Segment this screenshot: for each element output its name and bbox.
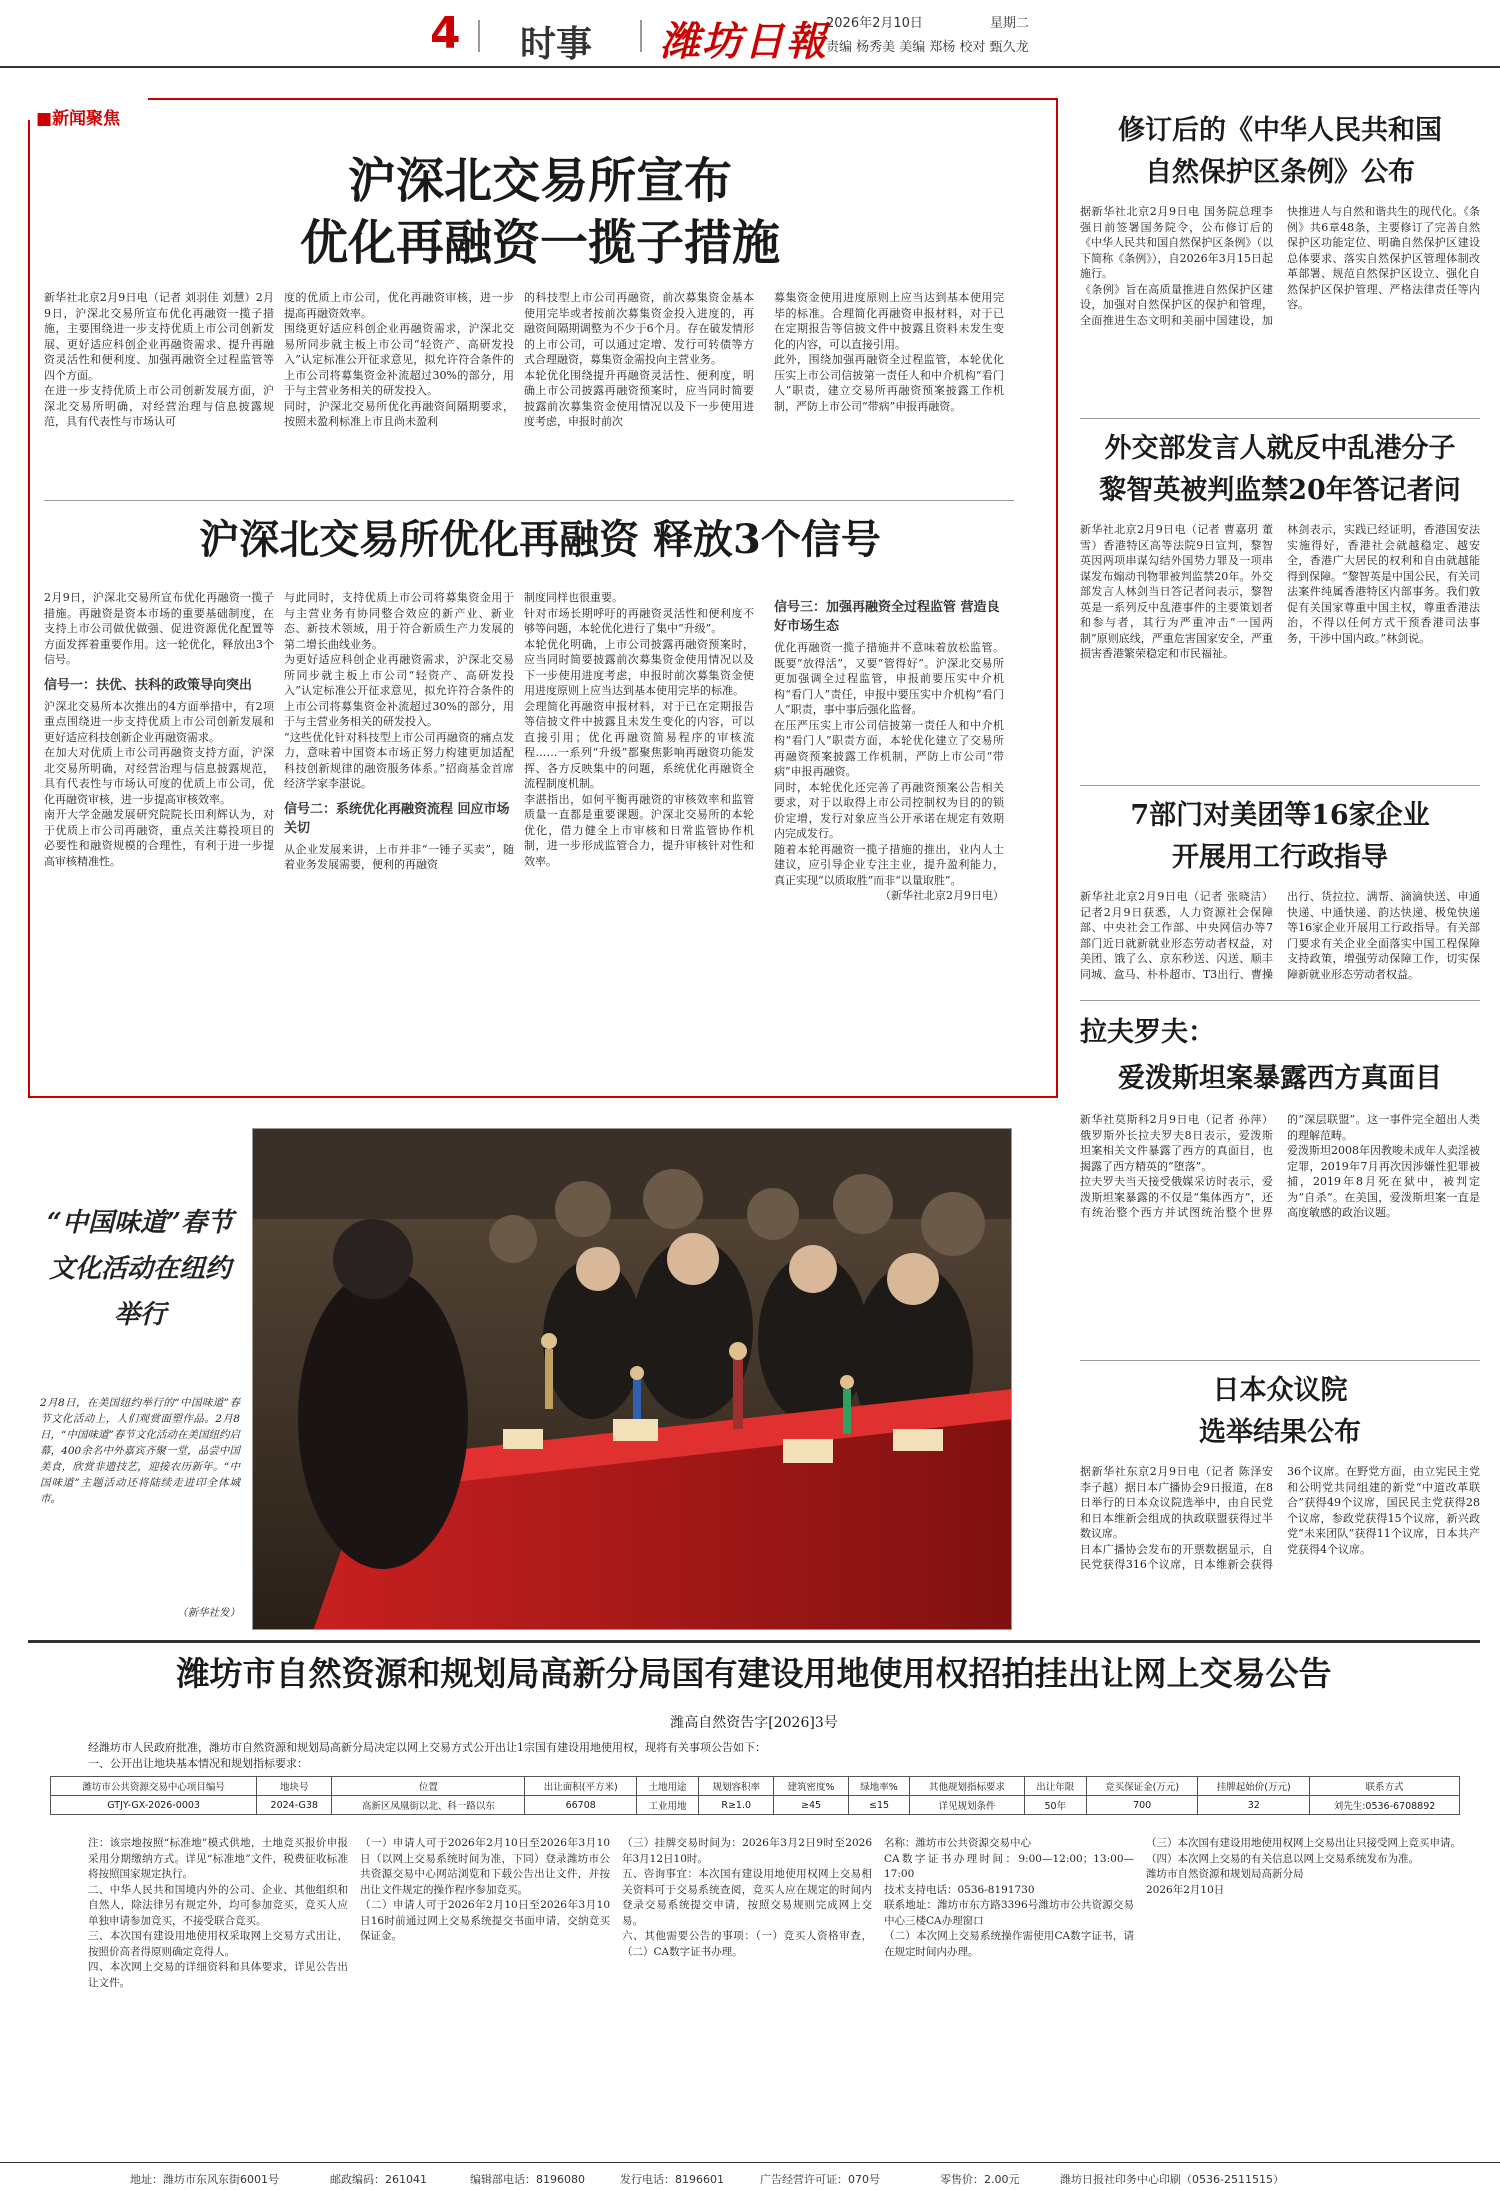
notice-title: 潍坊市自然资源和规划局高新分局国有建设用地使用权招拍挂出让网上交易公告 bbox=[176, 1654, 1332, 1693]
photo-illustration bbox=[253, 1129, 1012, 1630]
right3-title-line2: 开展用工行政指导 bbox=[1172, 842, 1388, 873]
article2-headline: 沪深北交易所优化再融资 释放3个信号 bbox=[199, 516, 881, 563]
article-divider bbox=[44, 500, 1014, 501]
right-story-3 bbox=[1080, 795, 1480, 1009]
table-cell: ≥45 bbox=[774, 1796, 849, 1815]
article1-col4: 募集资金使用进度原则上应当达到基本使用完毕的标准。合理简化再融资申报材料，对于已在定期报告等信披文件中披露且资料未发生变化的内容，可以直接引用。 此外，围绕加强再融资全过程监管，本轮优化压实上市公司信披第一责任人和中介机构“看门人”职责，建立交易所再融资预案披露工作机制，严防上市公司“带病”申报再融资。 bbox=[774, 291, 1004, 413]
table-cell: 高新区凤凰街以北、科一路以东 bbox=[332, 1796, 525, 1815]
right2-body: 新华社北京2月9日电（记者 曹嘉玥 董雪）香港特区高等法院9日宣判，黎智英因两项串谋勾结外国势力罪及一项串谋发布煽动刊物罪被判监禁20年。外交部发言人林剑当日答记者问表示，黎智英是一系列反中乱港事件的主要策划者和参与者，其行为严重冲击“一国两制”原则底线，严重危害国家安全，严重损害香港繁荣稳定和市民福祉。 林剑表示，实践已经证明，香港国安法实施得好，香港社会就越稳定、越安全，香港广大居民的权利和自由就越能得到保障。“黎智英是中国公民，有关司法案件纯属香港特区内部事务。我们敦促有关国家尊重中国主权，尊重香港法治，不得以任何方式干预香港司法事务，干涉中国内政。”林剑说。 bbox=[1080, 523, 1480, 660]
article1-col3: 的科技型上市公司再融资，前次募集资金基本使用完毕或者按前次募集资金投入进度的，再融资间隔期调整为不少于6个月。存在破发情形的上市公司，可以通过定增、发行可转债等方式合理融资，募集资金需投向主营业务。 本轮优化围绕提升再融资灵活性、便利度，明确上市公司披露再融资预案时，应当同时简要披露前次募集资金使用情况以及下一步使用进度考虑，申报时前次 bbox=[524, 291, 754, 428]
right2-headline bbox=[1080, 428, 1480, 512]
news-focus-kicker: ■新闻聚焦 bbox=[36, 109, 121, 129]
right5-title-line1: 日本众议院 bbox=[1212, 1375, 1348, 1406]
table-cell: 32 bbox=[1198, 1796, 1310, 1815]
table-header-cell: 竞买保证金(万元) bbox=[1086, 1777, 1198, 1796]
article2-col1-text: 2月9日，沪深北交易所宣布优化再融资一揽子措施。再融资是资本市场的重要基础制度，在支持上市公司做优做强、促进资源优化配置等方面发挥着重要作用。这一轮优化，释放出3个信号。 bbox=[44, 591, 274, 666]
table-cell: 50年 bbox=[1024, 1796, 1086, 1815]
masthead-divider bbox=[640, 20, 642, 52]
article1-title-line2: 优化再融资一揽子措施 bbox=[299, 215, 780, 271]
right4-title-line1: 拉夫罗夫： bbox=[1080, 1017, 1215, 1048]
footer-phone2: 发行电话：8196601 bbox=[620, 2173, 724, 2186]
masthead-divider bbox=[478, 20, 480, 52]
table-header-cell: 其他规划指标要求 bbox=[910, 1777, 1025, 1796]
photo-caption-body: 2月8日，在美国纽约举行的“中国味道”春节文化活动上，人们观赏面塑作品。2月8日，“中国味道”春节文化活动在美国纽约启幕，400余名中外嘉宾齐聚一堂，品尝中国美食，欣赏非遗技艺，迎接农历新年。“中国味道”主题活动还将陆续走进印全体城市。 bbox=[40, 1397, 240, 1505]
table-cell: 详见规划条件 bbox=[910, 1796, 1025, 1815]
article2-col2 bbox=[284, 590, 514, 1090]
table-cell: 700 bbox=[1086, 1796, 1198, 1815]
issue-weekday: 星期二 bbox=[990, 16, 1030, 31]
right3-headline bbox=[1080, 795, 1480, 879]
notice-table-header bbox=[51, 1777, 1460, 1796]
article2-subhead2: 信号二：系统优化再融资流程 回应市场关切 bbox=[284, 801, 510, 836]
table-cell: 66708 bbox=[525, 1796, 637, 1815]
table-header-cell: 潍坊市公共资源交易中心项目编号 bbox=[51, 1777, 257, 1796]
right-story-5 bbox=[1080, 1370, 1480, 1644]
article1-headline bbox=[60, 150, 1020, 274]
table-cell: GTJY-GX-2026-0003 bbox=[51, 1796, 257, 1815]
footer-address: 地址：潍坊市东风东街6001号 bbox=[130, 2173, 279, 2186]
article2-col4 bbox=[774, 590, 1004, 1090]
table-cell: 2024-G38 bbox=[257, 1796, 332, 1815]
right-story-1 bbox=[1080, 110, 1480, 332]
section-name: 时事 bbox=[520, 24, 593, 65]
right3-body: 新华社北京2月9日电（记者 张晓洁）记者2月9日获悉，人力资源社会保障部、中央社会工作部、中央网信办等7部门近日就新就业形态劳动者权益，对美团、饿了么、京东秒送、闪送、顺丰同城、盒马、朴朴超市、T3出行、曹操出行、货拉拉、满帮、滴滴快送、申通快递、中通快递、韵达快递、极兔快递等16家企业开展用工行政指导。有关部门要求有关企业全面落实中国工程保障支持政策，增强劳动保障工作，切实保障新就业形态劳动者权益。 bbox=[1080, 890, 1480, 981]
table-header-cell: 出让年限 bbox=[1024, 1777, 1086, 1796]
table-header-cell: 位置 bbox=[332, 1777, 525, 1796]
notice-col2: （一）申请人可于2026年2月10日至2026年3月10日（以网上交易系统时间为准，下同）登录潍坊市公共资源交易中心网站浏览和下载公告出让文件，并按出让文件规定的操作程序参加竞买。 （二）申请人可于2026年2月10日至2026年3月10日16时前通过网上交易系统提交书面申请，交纳竞买保证金。 bbox=[360, 1837, 610, 1942]
masthead bbox=[0, 0, 1500, 68]
article2-col3: 制度同样也很重要。 针对市场长期呼吁的再融资灵活性和便利度不够等问题，本轮优化进行了集中“升级”。 本轮优化明确，上市公司披露再融资预案时，应当同时简要披露前次募集资金使用情况以及下一步使用进度考虑，申报时前次募集资金使用进度原则上应当达到基本使用完毕的标准。 会理简化再融资申报材料，对于已在定期报告等信披文件中披露且未发生变化的内容，可以直接引用；优化再融资简易程序的审核流程……一系列“升级”都聚焦影响再融资功能发挥、各方反映集中的问题，系统优化再融资全流程制度机制。 李湛指出，如何平衡再融资的审核效率和监管质量一直都是重要课题。沪深北交易所的本轮优化，借力健全上市审核和日常监管协作机制，进一步形成监管合力，提升审核针对性和效率。 bbox=[524, 591, 754, 868]
table-header-cell: 土地用途 bbox=[637, 1777, 699, 1796]
footer-zip: 邮政编码：261041 bbox=[330, 2173, 427, 2186]
article2-col2-text: 与此同时，支持优质上市公司将募集资金用于与主营业务有协同整合效应的新产业、新业态、新技术领域，用于符合新质生产力发展的第二增长曲线业务。 为更好适应科创企业再融资需求，沪深北交易所同步就主板上市公司“轻资产、高研发投入”认定标准公开征求意见，拟允许符合条件的上市公司将募集资金补流超过30%的部分，用于与主营业务相关的研发投入。 “这些优化针对科技型上市公司再融资的痛点发力，意味着中国资本市场正努力构建更加适配科技创新规律的融资服务体系。”招商基金首席经济学家李湛说。 bbox=[284, 591, 514, 790]
notice-col3: （三）挂牌交易时间为：2026年3月2日9时至2026年3月12日10时。 五、咨询事宜：本次国有建设用地使用权网上交易相关资料可于交易系统查阅，竞买人应在规定的时间内登录交易系统提交申请，按照交易规则完成网上交易。 六、其他需要公告的事项：（一）竞买人资格审查，（二）CA数字证书办理。 bbox=[622, 1837, 872, 1958]
right-story-2 bbox=[1080, 428, 1480, 792]
right3-title-line1: 7部门对美团等16家企业 bbox=[1130, 800, 1430, 831]
notice-table bbox=[50, 1776, 1460, 1815]
right2-title-line1: 外交部发言人就反中乱港分子 bbox=[1104, 433, 1456, 464]
footer-print: 潍坊日报社印务中心印刷（0536-2511515） bbox=[1060, 2173, 1284, 2186]
photo-credit: （新华社发） bbox=[177, 1607, 240, 1619]
footer-ad: 广告经营许可证：070号 bbox=[760, 2173, 880, 2186]
article2-col2b-text: 从企业发展来讲，上市并非“一锤子买卖”，随着业务发展需要，便利的再融资 bbox=[284, 842, 514, 871]
page-footer bbox=[0, 2162, 1500, 2190]
notice-section1: 一、公开出让地块基本情况和规划指标要求： bbox=[88, 1757, 308, 1770]
right1-body: 据新华社北京2月9日电 国务院总理李强日前签署国务院令，公布修订后的《中华人民共和国自然保护区条例》（以下简称《条例》），自2026年3月15日起施行。 《条例》旨在高质量推进自然保护区建设，加强对自然保护区的保护和管理，全面推进生态文明和美丽中国建设，加快推进人与自然和谐共生的现代化。《条例》共6章48条，主要修订了完善自然保护区功能定位、明确自然保护区建设总体要求、落实自然保护区管理体制改革部署、规范自然保护区设立、强化自然保护区保护管理、严格法律责任等内容。 bbox=[1080, 205, 1480, 327]
article2-subhead1: 信号一：扶优、扶科的政策导向突出 bbox=[44, 677, 253, 693]
article1-col1: 新华社北京2月9日电（记者 刘羽佳 刘慧）2月9日，沪深北交易所宣布优化再融资一揽子措施，主要围绕进一步支持优质上市公司创新发展、更好适应科创企业再融资需求、提升再融资灵活性和便利度、加强再融资全过程监管等四个方面。 在进一步支持优质上市公司创新发展方面，沪深北交易所明确，对经营治理与信息披露规范，具有代表性与市场认可 bbox=[44, 291, 274, 428]
right-story-4 bbox=[1080, 1010, 1480, 1330]
table-header-cell: 挂牌起始价(万元) bbox=[1198, 1777, 1310, 1796]
paper-logo: 潍坊日報 bbox=[660, 18, 828, 65]
table-cell: ≤15 bbox=[848, 1796, 909, 1815]
article2-subhead3: 信号三：加强再融资全过程监管 营造良好市场生态 bbox=[774, 600, 1000, 634]
notice-intro: 经潍坊市人民政府批准，潍坊市自然资源和规划局高新分局决定以网上交易方式公开出让1宗国有建设用地使用权，现将有关事项公告如下： bbox=[88, 1741, 766, 1754]
right2-title-line2: 黎智英被判监禁20年答记者问 bbox=[1099, 475, 1461, 506]
table-header-cell: 规划容积率 bbox=[699, 1777, 774, 1796]
news-photo bbox=[252, 1128, 1012, 1630]
article2-col1b-text: 沪深北交易所本次推出的4方面举措中，有2项重点围绕进一步支持优质上市公司创新发展和更好适应科技创新企业再融资需求。 在加大对优质上市公司再融资支持方面，沪深北交易所明确，对经营治理与信息披露规范，具有代表性与市场认可度的优质上市公司，优化再融资审核，进一步提高审核效率。 南开大学金融发展研究院院长田利辉认为，对于优质上市公司再融资，重点关注募投项目的必要性和融资规模的合理性，有利于进一步提高审核精准性。 bbox=[44, 699, 274, 868]
notice-col5: （三）本次国有建设用地使用权网上交易出让只接受网上竞买申请。 （四）本次网上交易的有关信息以网上交易系统发布为准。 潍坊市自然资源和规划局高新分局 2026年2月10日 bbox=[1146, 1837, 1461, 1896]
footer-phone1: 编辑部电话：8196080 bbox=[470, 2173, 585, 2186]
table-header-cell: 地块号 bbox=[257, 1777, 332, 1796]
issue-date: 2026年2月10日 bbox=[826, 16, 923, 31]
table-cell: 刘先生:0536-6708892 bbox=[1310, 1796, 1460, 1815]
right4-headline bbox=[1080, 1010, 1480, 1102]
right-divider bbox=[1080, 418, 1480, 419]
notice-col1: 注：该宗地按照“标准地”模式供地，土地竞买报价申报采用分期缴纳方式。详见“标准地”文件，税费征收标准将按照国家规定执行。 二、中华人民共和国境内外的公司、企业、其他组织和自然人，除法律另有规定外，均可参加竞买，竞买人应单独申请参加竞买，不接受联合竞买。 三、本次国有建设用地使用权采取网上交易方式出让，按照价高者得原则确定竞得人。 四、本次网上交易的详细资料和具体要求，详见公告出让文件。 bbox=[88, 1837, 348, 1989]
table-header-cell: 建筑密度% bbox=[774, 1777, 849, 1796]
article1-title-line1: 沪深北交易所宣布 bbox=[347, 153, 732, 209]
table-cell: 工业用地 bbox=[637, 1796, 699, 1815]
right4-body: 新华社莫斯科2月9日电（记者 孙萍）俄罗斯外长拉夫罗夫8日表示，爱泼斯坦案相关文件暴露了西方的真面目，也揭露了西方精英的“堕落”。 拉夫罗夫当天接受俄媒采访时表示，爱泼斯坦案暴露的不仅是“集体西方”，还有统治整个西方并试图统治整个世界的“深层联盟”。这一事件完全超出人类的理解范畴。 爱泼斯坦2008年因教唆未成年人卖淫被定罪，2019年7月再次因涉嫌性犯罪被捕，2019年8月死在狱中，被判定为“自杀”。在美国，爱泼斯坦案一直是高度敏感的政治议题。 bbox=[1080, 1113, 1480, 1219]
right5-headline bbox=[1080, 1370, 1480, 1454]
article2-col1 bbox=[44, 590, 274, 1090]
page-number: 4 bbox=[430, 8, 461, 59]
notice-col4: 名称：潍坊市公共资源交易中心 CA数字证书办理时间：9:00—12:00；13:00—17:00 技术支持电话：0536-8191730 联系地址：潍坊市东方路3396号潍坊市公共资源交易中心三楼CA办理窗口 （二）本次网上交易系统操作需使用CA数字证书，请在规定时间内办理。 bbox=[884, 1837, 1134, 1958]
editors-line: 责编 杨秀美 美编 郑杨 校对 甄久龙 bbox=[826, 40, 1029, 55]
article1-col2: 度的优质上市公司，优化再融资审核，进一步提高再融资效率。 围绕更好适应科创企业再融资需求，沪深北交易所同步就主板上市公司“轻资产、高研发投入”认定标准公开征求意见，拟允许符合条件的上市公司将募集资金补流超过30%的部分，用于与主营业务相关的研发投入。 同时，沪深北交易所优化再融资间隔期要求，按照未盈利标准上市且尚未盈利 bbox=[284, 291, 514, 428]
right-divider bbox=[1080, 1360, 1480, 1361]
table-cell: R≥1.0 bbox=[699, 1796, 774, 1815]
table-header-cell: 绿地率% bbox=[848, 1777, 909, 1796]
notice-table-row bbox=[51, 1796, 1460, 1815]
footer-price: 零售价：2.00元 bbox=[940, 2173, 1020, 2186]
right1-headline bbox=[1080, 110, 1480, 194]
table-header-cell: 联系方式 bbox=[1310, 1777, 1460, 1796]
right1-title-line1: 修订后的《中华人民共和国 bbox=[1118, 115, 1442, 146]
notice-docno: 潍高自然资告字[2026]3号 bbox=[670, 1715, 838, 1731]
right5-body: 据新华社东京2月9日电（记者 陈泽安 李子越）据日本广播协会9日报道，在8日举行的日本众议院选举中，由自民党和日本维新会组成的执政联盟获得过半数议席。 日本广播协会发布的开票数据显示，自民党获得316个议席，日本维新会获得36个议席。在野党方面，由立宪民主党和公明党共同组建的新党“中道改革联合”获得49个议席，国民民主党获得28个议席，参政党获得15个议席，新兴政党“未来团队”获得11个议席，日本共产党获得4个议席。 bbox=[1080, 1465, 1480, 1571]
article2-dateline: （新华社北京2月9日电） bbox=[880, 889, 1004, 902]
photo-caption-title: “中国味道”春节文化活动在纽约举行 bbox=[47, 1208, 233, 1330]
article2-col4-text: 优化再融资一揽子措施并不意味着放松监管。既要“放得活”，又要“管得好”。沪深北交易所更加强调全过程监管，申报前要压实中介机构“看门人”责任，申报中要压实中介机构“看门人”职责，事中事后强化监督。 在压严压实上市公司信披第一责任人和中介机构“看门人”职责方面，本轮优化建立了交易所再融资预案披露工作机制，严防上市公司“带病”申报再融资。 同时，本轮优化还完善了再融资预案公告相关要求，对于以取得上市公司控制权为目的的锁价定增，发行对象应当公开承诺在规定有效期内完成发行。 随着本轮再融资一揽子措施的推出，业内人士建议，应引导企业专注主业，提升盈利能力，真正实现“以质取胜”而非“以量取胜”。 bbox=[774, 641, 1004, 887]
table-header-cell: 出让面积(平方米) bbox=[525, 1777, 637, 1796]
notice-top-rule bbox=[28, 1640, 1480, 1643]
kicker-label: 新闻聚焦 bbox=[52, 109, 121, 129]
right-divider bbox=[1080, 1000, 1480, 1001]
right-divider bbox=[1080, 785, 1480, 786]
right4-title-line2: 爱泼斯坦案暴露西方真面目 bbox=[1118, 1063, 1442, 1094]
right1-title-line2: 自然保护区条例》公布 bbox=[1145, 157, 1415, 188]
right5-title-line2: 选举结果公布 bbox=[1199, 1417, 1361, 1448]
